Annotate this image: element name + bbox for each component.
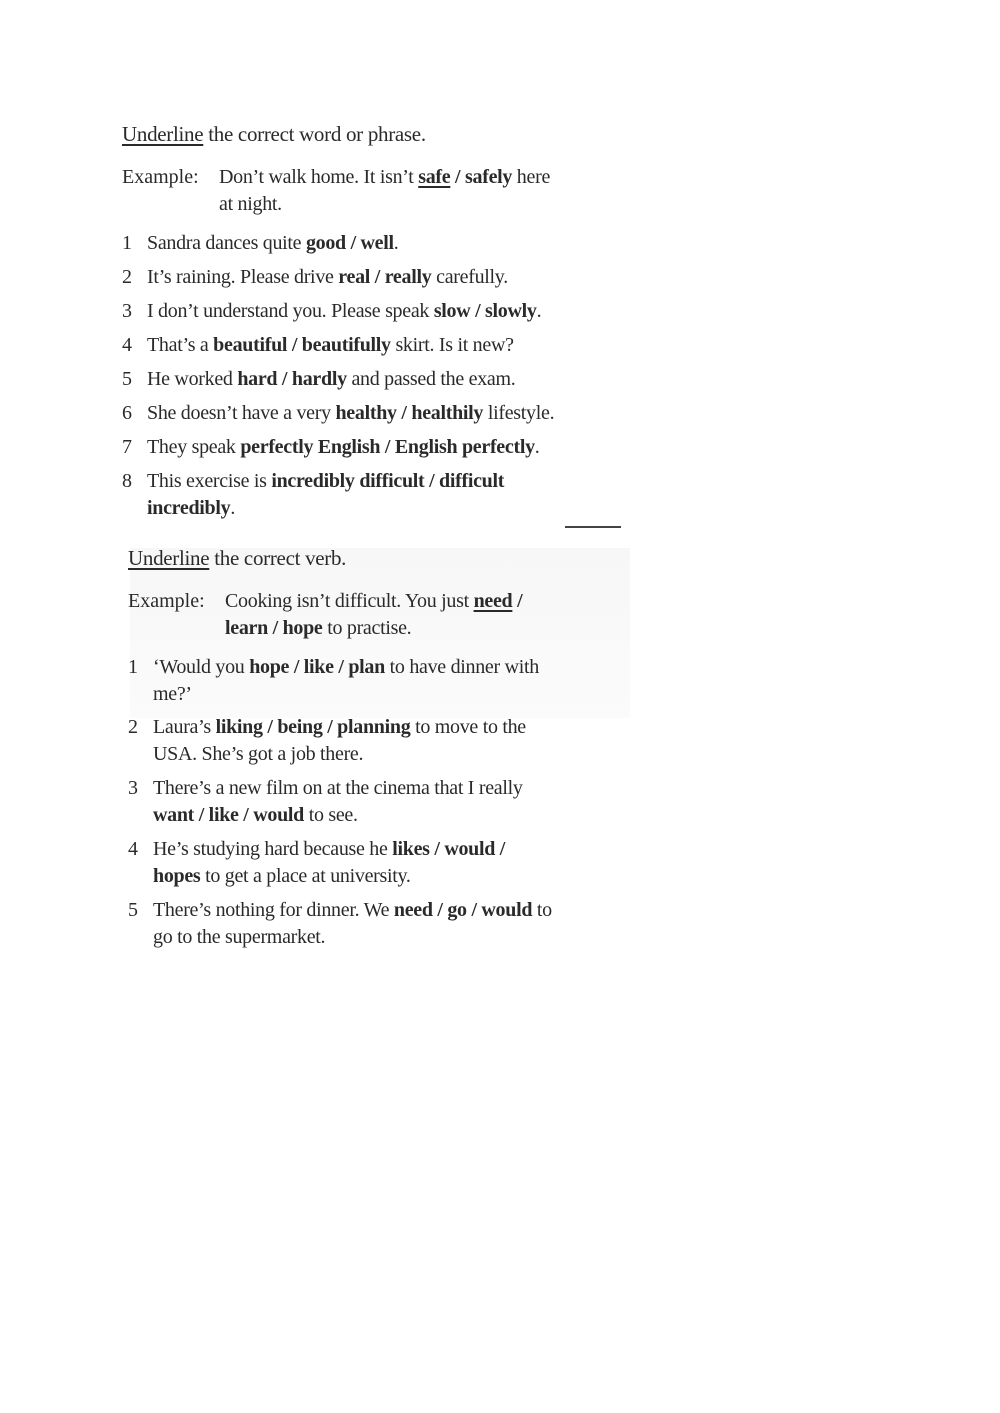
item-number: 4 xyxy=(122,334,132,356)
sentence-text: . xyxy=(393,232,399,254)
item-number: 3 xyxy=(122,300,132,322)
example-separator: / xyxy=(450,166,466,188)
sentence-text: Sandra dances quite xyxy=(147,232,306,254)
sentence-text: He worked xyxy=(147,368,238,390)
sentence-text: skirt. Is it new? xyxy=(390,334,514,356)
sentence-text: go to the supermarket. xyxy=(153,926,326,948)
item-sentence xyxy=(153,654,539,708)
item-number: 5 xyxy=(122,368,132,390)
sentence-text: That’s a xyxy=(147,334,214,356)
item-sentence xyxy=(147,298,541,325)
example-line2-options: learn / hope xyxy=(225,617,323,639)
item-number: 2 xyxy=(122,266,132,288)
answer-options[interactable]: liking / being / planning xyxy=(215,716,411,738)
sentence-text: ‘Would you xyxy=(153,656,250,678)
answer-options[interactable]: likes / would / xyxy=(392,838,506,860)
answer-options[interactable]: want / like / would xyxy=(153,804,304,826)
item-sentence xyxy=(147,400,554,427)
sentence-text: . xyxy=(536,300,542,322)
instruction-rest: the correct verb. xyxy=(209,546,347,570)
item-sentence xyxy=(147,264,508,291)
sentence-text: . xyxy=(230,497,236,519)
example-label: Example: xyxy=(122,166,199,188)
answer-options[interactable]: hard / hardly xyxy=(237,368,347,390)
example-correct-option: safe xyxy=(418,166,451,188)
answer-options[interactable]: need / go / would xyxy=(393,899,533,921)
example-other-option: safely xyxy=(465,166,513,188)
sentence-text: There’s nothing for dinner. We xyxy=(153,899,394,921)
sentence-text: and passed the exam. xyxy=(346,368,516,390)
sentence-text: . xyxy=(534,436,540,458)
sentence-text: to have dinner with xyxy=(384,656,539,678)
item-number: 7 xyxy=(122,436,132,458)
answer-options[interactable]: hopes xyxy=(153,865,201,887)
answer-options[interactable]: perfectly English / English perfectly xyxy=(240,436,535,458)
answer-options[interactable]: incredibly difficult / difficult xyxy=(271,470,505,492)
answer-options[interactable]: hope / like / plan xyxy=(249,656,385,678)
item-sentence xyxy=(147,468,504,522)
item-number: 5 xyxy=(128,899,138,921)
item-sentence xyxy=(147,230,398,257)
divider-line xyxy=(565,526,621,528)
item-sentence xyxy=(153,836,505,890)
answer-options[interactable]: beautiful / beautifully xyxy=(213,334,391,356)
instruction-verb: Underline xyxy=(128,546,210,570)
item-number: 2 xyxy=(128,716,138,738)
item-number: 3 xyxy=(128,777,138,799)
answer-options[interactable]: incredibly xyxy=(147,497,231,519)
example-text xyxy=(225,588,522,642)
example-line2: at night. xyxy=(219,193,282,215)
sentence-text: lifestyle. xyxy=(483,402,555,424)
sentence-text: carefully. xyxy=(431,266,508,288)
sentence-text: They speak xyxy=(147,436,241,458)
item-sentence xyxy=(147,366,515,393)
example-line1-b: here xyxy=(512,166,551,188)
sentence-text: This exercise is xyxy=(147,470,272,492)
sentence-text: Laura’s xyxy=(153,716,216,738)
instruction xyxy=(122,122,426,147)
sentence-text: to move to the xyxy=(410,716,526,738)
instruction-verb: Underline xyxy=(122,122,204,146)
example-text xyxy=(219,164,550,218)
example-line2-rest: to practise. xyxy=(322,617,412,639)
example-line1-a: Don’t walk home. It isn’t xyxy=(219,166,419,188)
sentence-text: to see. xyxy=(304,804,358,826)
item-number: 8 xyxy=(122,470,132,492)
instruction-rest: the correct word or phrase. xyxy=(203,122,426,146)
example-correct-option: need xyxy=(473,590,513,612)
sentence-text: me?’ xyxy=(153,683,192,705)
sentence-text: I don’t understand you. Please speak xyxy=(147,300,434,322)
answer-options[interactable]: healthy / healthily xyxy=(335,402,484,424)
answer-options[interactable]: real / really xyxy=(338,266,432,288)
item-sentence xyxy=(153,714,526,768)
item-sentence xyxy=(147,332,514,359)
example-label: Example: xyxy=(128,590,205,612)
example-line1-a: Cooking isn’t difficult. You just xyxy=(225,590,474,612)
answer-options[interactable]: good / well xyxy=(305,232,394,254)
example-line1-b: / xyxy=(512,590,523,612)
sentence-text: USA. She’s got a job there. xyxy=(153,743,364,765)
item-sentence xyxy=(147,434,540,461)
item-sentence xyxy=(153,775,523,829)
sentence-text: to xyxy=(532,899,552,921)
item-number: 4 xyxy=(128,838,138,860)
sentence-text: It’s raining. Please drive xyxy=(147,266,339,288)
sentence-text: She doesn’t have a very xyxy=(147,402,336,424)
item-sentence xyxy=(153,897,552,951)
sentence-text: There’s a new film on at the cinema that I really xyxy=(153,777,523,799)
instruction xyxy=(128,546,346,571)
item-number: 1 xyxy=(128,656,138,678)
answer-options[interactable]: slow / slowly xyxy=(433,300,537,322)
sentence-text: to get a place at university. xyxy=(200,865,411,887)
sentence-text: He’s studying hard because he xyxy=(153,838,393,860)
item-number: 1 xyxy=(122,232,132,254)
item-number: 6 xyxy=(122,402,132,424)
